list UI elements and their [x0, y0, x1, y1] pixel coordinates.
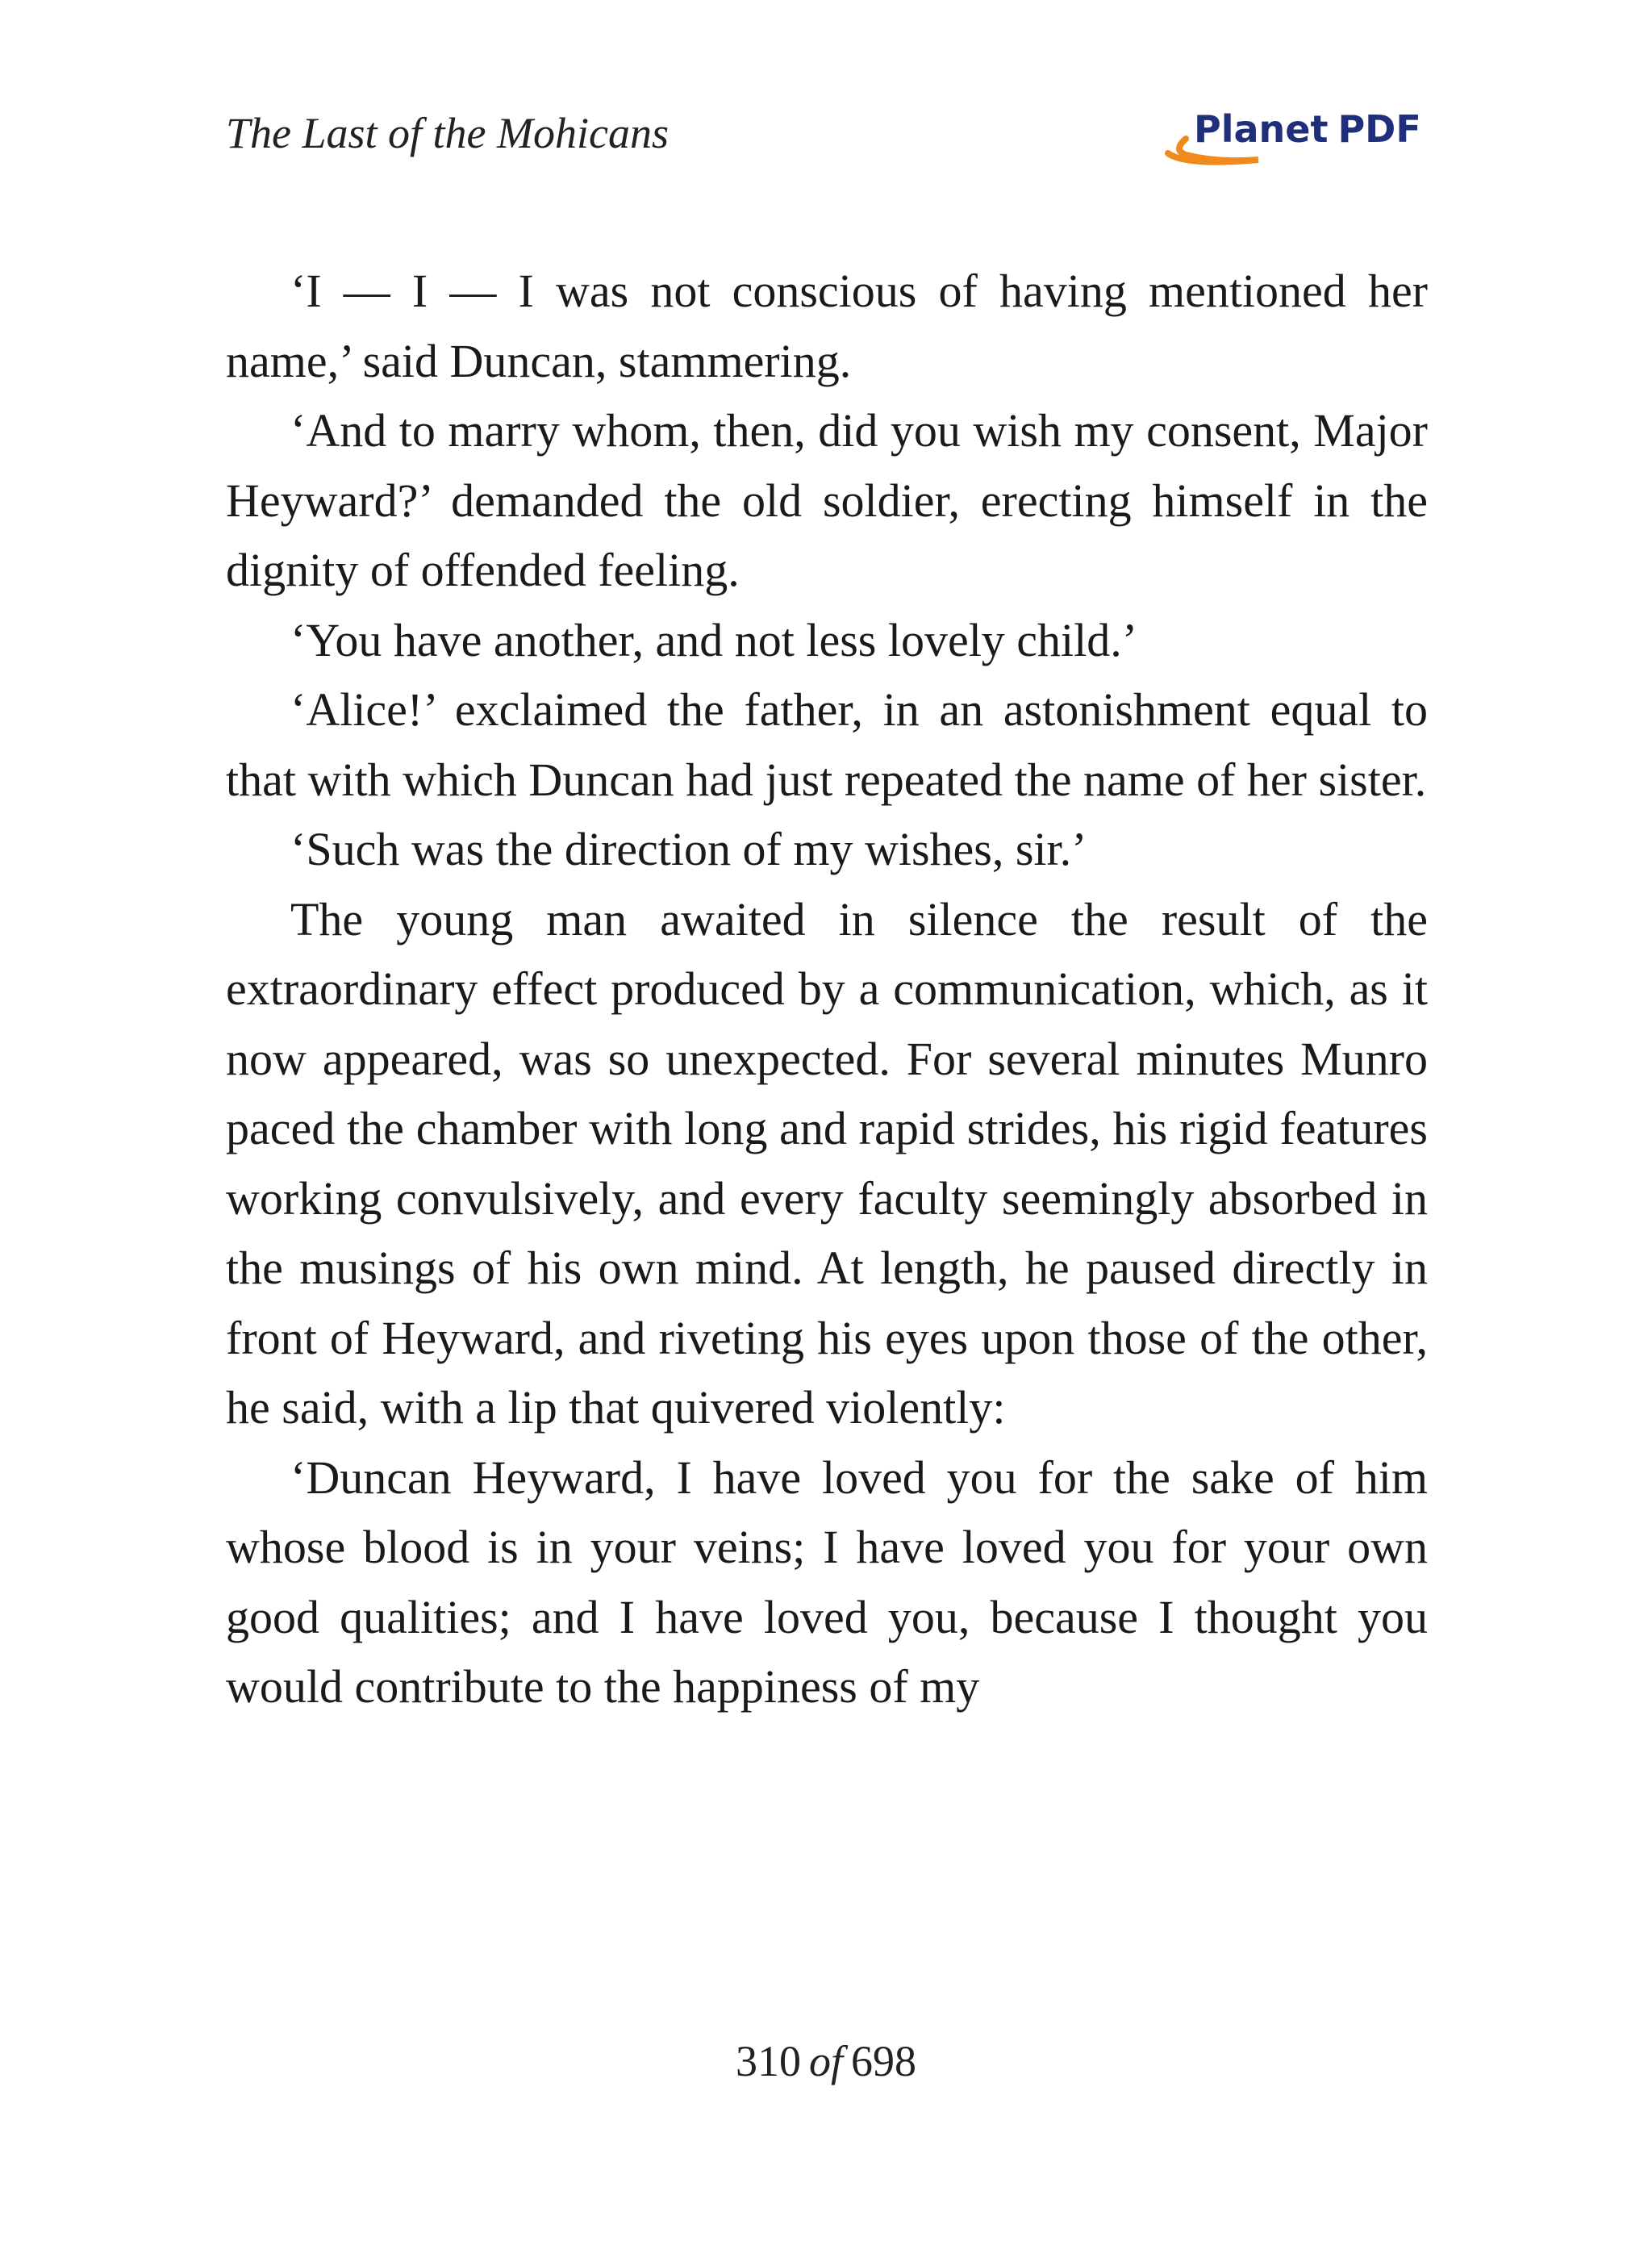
page-number: [0, 2033, 1652, 2089]
page-body: [226, 257, 1428, 1722]
of-word: of: [808, 2037, 843, 2085]
logo-word-planet: Planet: [1194, 107, 1329, 151]
paragraph: ‘And to marry whom, then, did you wish my consent, Major Heyward?’ demanded the old soldier, erecting himself in the dignity of offended feeling.: [226, 404, 1428, 596]
total-pages: 698: [851, 2037, 916, 2085]
paragraph: ‘Such was the direction of my wishes, sir.’: [290, 823, 1087, 875]
paragraph: The young man awaited in silence the result of the extraordinary effect produced by a communication, which, as it now appeared, was so unexpected. For several minutes Munro paced the chamber with long and rapid strides, his rigid features working convulsively, and every faculty seemingly absorbed in the musings of his own mind. At length, he paused directly in front of Heyward, and riveting his eyes upon those of the other, he said, with a lip that quivered violently:: [226, 892, 1428, 1434]
current-page: 310: [735, 2037, 801, 2085]
paragraph: ‘I — I — I was not conscious of having mentioned her name,’ said Duncan, stammering.: [226, 265, 1428, 387]
paragraph: ‘Alice!’ exclaimed the father, in an astonishment equal to that with which Duncan had just repeated the name of her sister.: [226, 683, 1428, 806]
book-title: The Last of the Mohicans: [226, 109, 669, 157]
paragraph: ‘You have another, and not less lovely child.’: [290, 613, 1138, 666]
paragraph: ‘Duncan Heyward, I have loved you for the sake of him whose blood is in your veins; I have loved you for your own good qualities; and I have loved you, because I thought you would contribute to the happiness of my: [226, 1450, 1428, 1713]
logo-word-pdf: PDF: [1337, 107, 1421, 151]
planet-pdf-logo: [1162, 103, 1428, 168]
